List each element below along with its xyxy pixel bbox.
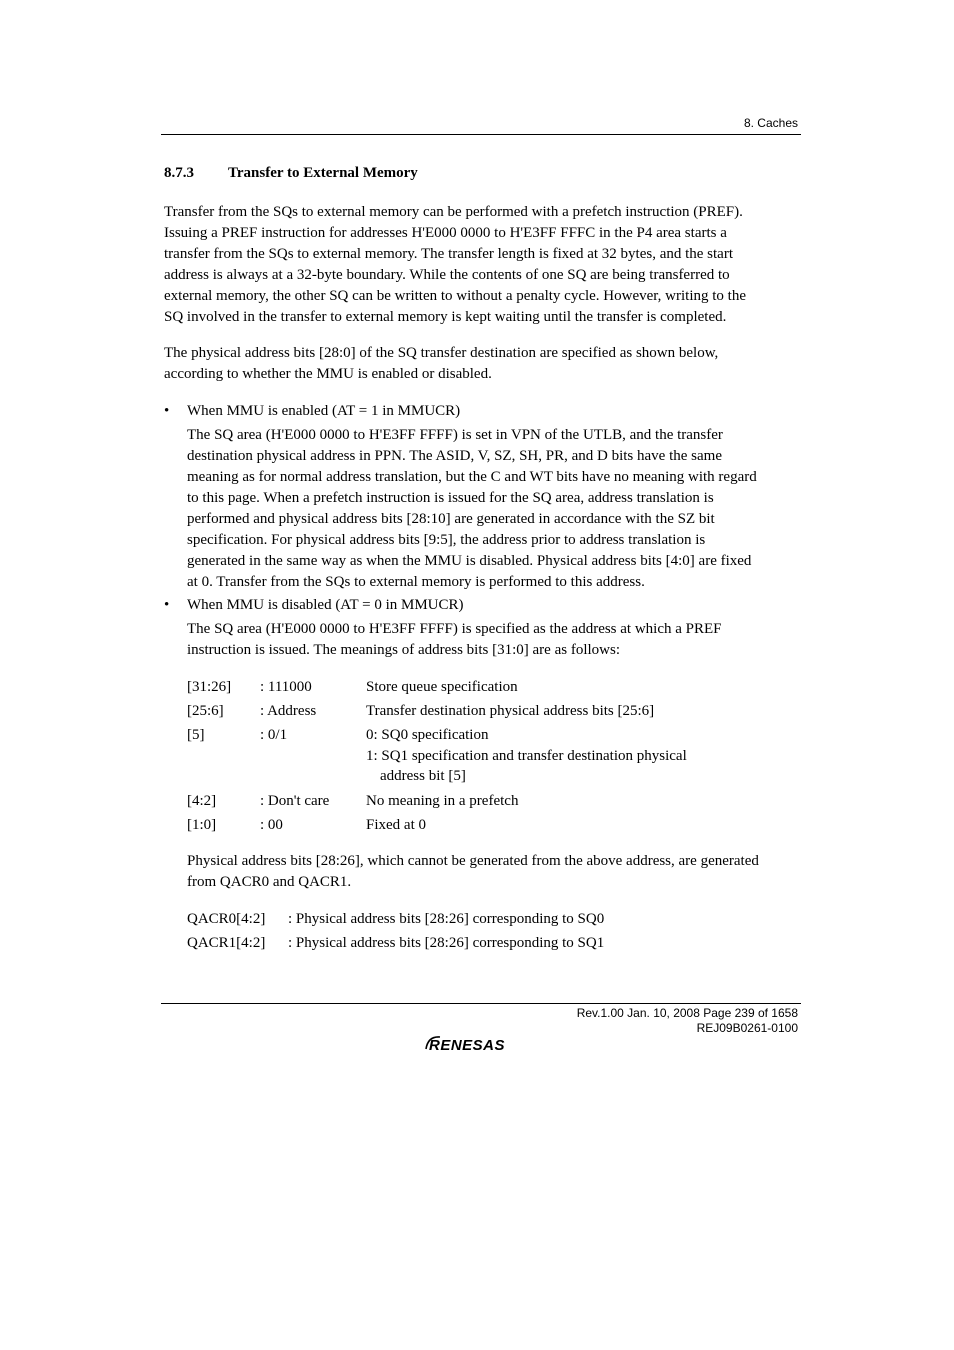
bit-range: [5]	[187, 727, 205, 743]
text-line: Transfer from the SQs to external memory can be performed with a prefetch instruction (PREF).	[164, 204, 743, 220]
bit-description: address bit [5]	[380, 768, 466, 784]
qacr-register: QACR0[4:2]	[187, 911, 266, 927]
text-line: The SQ area (H'E000 0000 to H'E3FF FFFF) is specified as the address at which a PREF	[187, 621, 722, 637]
chapter-header: 8. Caches	[743, 116, 798, 130]
text-line: to this page. When a prefetch instruction is issued for the SQ area, address translation is	[187, 490, 714, 506]
bit-range: [25:6]	[187, 703, 224, 719]
text-line: performed and physical address bits [28:10] are generated in accordance with the SZ bit	[187, 511, 715, 527]
bit-value: : 111000	[260, 679, 312, 695]
text-line: Physical address bits [28:26], which cannot be generated from the above address, are generated	[187, 853, 759, 869]
bit-value: : 00	[260, 817, 283, 833]
bit-range: [1:0]	[187, 817, 217, 833]
bullet-title: When MMU is disabled (AT = 0 in MMUCR)	[187, 597, 464, 613]
bullet-mmu-enabled-body	[187, 425, 802, 593]
bit-row	[187, 725, 802, 791]
bit-range: [4:2]	[187, 793, 217, 809]
paragraph-transfer-intro	[164, 202, 804, 328]
bit-row	[187, 815, 802, 839]
bit-value: : 0/1	[260, 727, 288, 743]
text-line: transfer from the SQs to external memory. The transfer length is fixed at 32 bytes, and the start	[164, 246, 734, 262]
logo-text: RENESAS	[429, 1037, 506, 1054]
text-line: instruction is issued. The meanings of address bits [31:0] are as follows:	[187, 642, 620, 658]
page-footer	[577, 1006, 798, 1036]
footer-rule	[161, 1003, 801, 1004]
bit-description: Store queue specification	[366, 679, 518, 695]
bullet-title: When MMU is enabled (AT = 1 in MMUCR)	[187, 403, 461, 419]
qacr-description: : Physical address bits [28:26] corresponding to SQ0	[288, 911, 605, 927]
text-line: from QACR0 and QACR1.	[187, 874, 352, 890]
section-heading	[164, 165, 418, 182]
qacr-register: QACR1[4:2]	[187, 935, 266, 951]
header-rule	[161, 134, 801, 135]
qacr-description: : Physical address bits [28:26] corresponding to SQ1	[288, 935, 605, 951]
bit-description: 1: SQ1 specification and transfer destination physical	[366, 748, 687, 764]
text-line: generated in the same way as when the MMU is disabled. Physical address bits [4:0] are fixed	[187, 553, 752, 569]
text-line: external memory, the other SQ can be written to without a penalty cycle. However, writing to the	[164, 288, 746, 304]
bullet-mmu-disabled-body	[187, 619, 802, 661]
bit-row	[187, 791, 802, 815]
text-line: address is always at a 32-byte boundary. While the contents of one SQ are being transferred to	[164, 267, 730, 283]
bullet-dot: •	[164, 597, 170, 613]
bit-description: Transfer destination physical address bits [25:6]	[366, 703, 655, 719]
paragraph-physical-address	[164, 343, 804, 385]
document-number: REJ09B0261-0100	[696, 1021, 798, 1035]
section-number: 8.7.3	[164, 165, 194, 181]
bit-description: 0: SQ0 specification	[366, 727, 489, 743]
bit-range: [31:26]	[187, 679, 232, 695]
bullet-dot: •	[164, 403, 170, 419]
text-line: destination physical address in PPN. The ASID, V, SZ, SH, PR, and D bits have the same	[187, 448, 722, 464]
text-line: specification. For physical address bits [9:5], the address prior to address translation is	[187, 532, 706, 548]
bit-row	[187, 701, 802, 725]
bit-value: : Don't care	[260, 793, 330, 809]
text-line: according to whether the MMU is enabled or disabled.	[164, 366, 492, 382]
bit-description: No meaning in a prefetch	[366, 793, 519, 809]
address-bit-table	[187, 677, 802, 839]
text-line: The physical address bits [28:0] of the SQ transfer destination are specified as shown below,	[164, 345, 719, 361]
text-line: meaning as for normal address translation, but the C and WT bits have no meaning with regard	[187, 469, 757, 485]
paragraph-qacr	[187, 851, 807, 893]
bit-description: Fixed at 0	[366, 817, 426, 833]
renesas-logo	[422, 1032, 542, 1056]
bit-value: : Address	[260, 703, 317, 719]
section-title: Transfer to External Memory	[228, 165, 418, 181]
revision-info: Rev.1.00 Jan. 10, 2008 Page 239 of 1658	[576, 1006, 798, 1020]
text-line: The SQ area (H'E000 0000 to H'E3FF FFFF) is set in VPN of the UTLB, and the transfer	[187, 427, 723, 443]
text-line: Issuing a PREF instruction for addresses H'E000 0000 to H'E3FF FFFC in the P4 area starts a	[164, 225, 727, 241]
bit-row	[187, 677, 802, 701]
text-line: at 0. Transfer from the SQs to external memory is performed to this address.	[187, 574, 645, 590]
text-line: SQ involved in the transfer to external memory is kept waiting until the transfer is completed.	[164, 309, 727, 325]
